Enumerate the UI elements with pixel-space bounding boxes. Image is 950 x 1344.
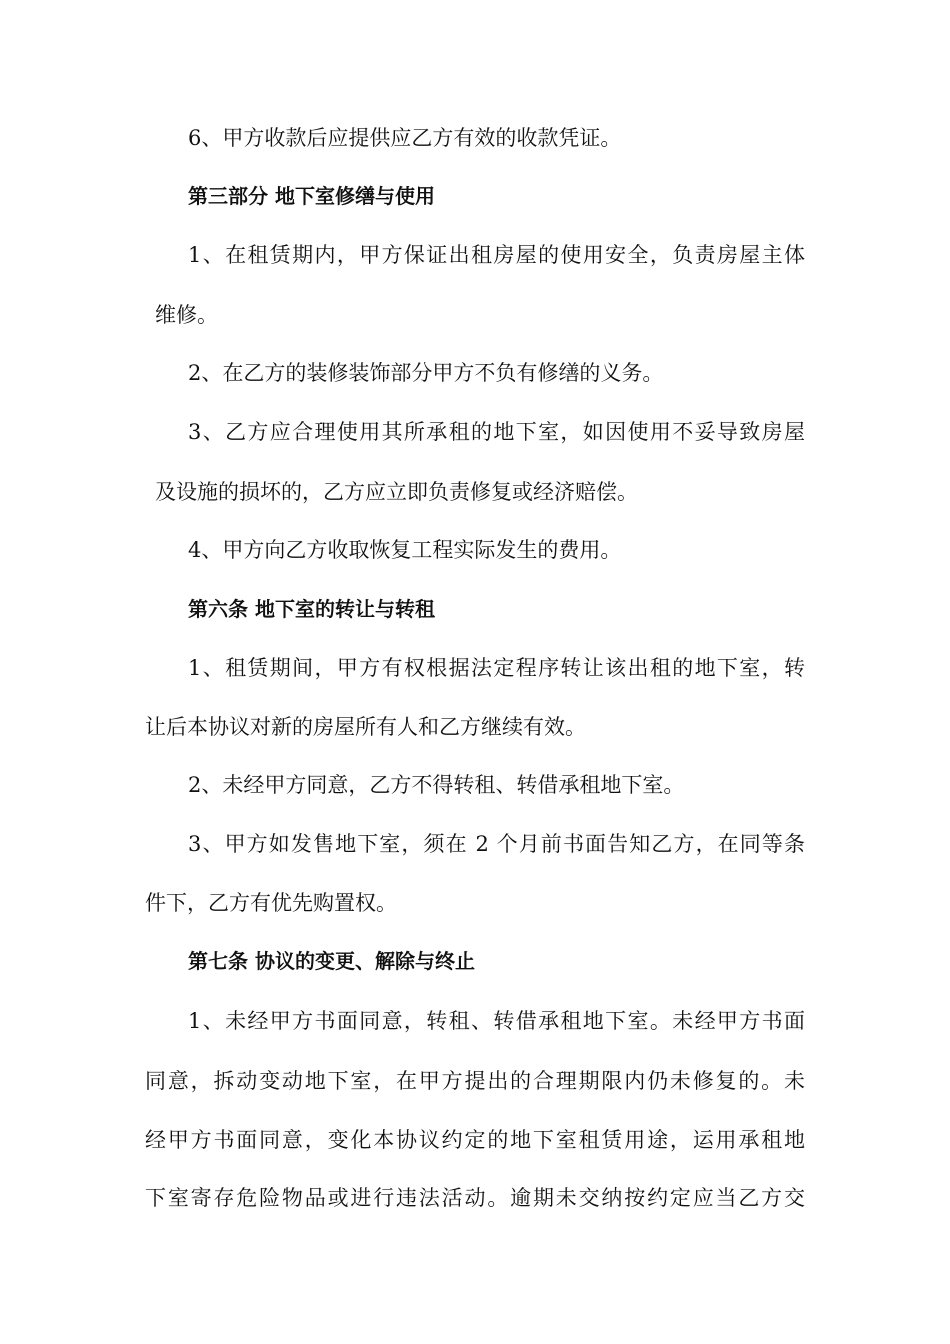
clause-3-2: 2、在乙方的装修装饰部分甲方不负有修缮的义务。	[188, 361, 664, 385]
clause-7-1-line-1: 1、未经甲方书面同意，转租、转借承租地下室。未经甲方书面	[188, 1009, 805, 1033]
clause-3-3-line-1: 3、乙方应合理使用其所承租的地下室，如因使用不妥导致房屋	[188, 420, 805, 444]
clause-3-1-line-2: 维修。	[155, 303, 218, 327]
clause-6-1-line-1: 1、租赁期间，甲方有权根据法定程序转让该出租的地下室，转	[188, 656, 805, 680]
clause-3-3-line-2: 及设施的损坏的，乙方应立即负责修复或经济赔偿。	[155, 480, 638, 504]
clause-7-1-line-3: 经甲方书面同意，变化本协议约定的地下室租赁用途，运用承租地	[145, 1128, 805, 1152]
clause-6-1-line-2: 让后本协议对新的房屋所有人和乙方继续有效。	[145, 715, 586, 739]
clause-3-4: 4、甲方向乙方收取恢复工程实际发生的费用。	[188, 538, 622, 562]
clause-6-2: 2、未经甲方同意，乙方不得转租、转借承租地下室。	[188, 773, 685, 797]
paragraph-payment-receipt: 6、甲方收款后应提供应乙方有效的收款凭证。	[188, 126, 622, 150]
clause-6-3-line-2: 件下，乙方有优先购置权。	[145, 891, 397, 915]
heading-part-three: 第三部分 地下室修缮与使用	[188, 184, 435, 208]
clause-7-1-line-2: 同意，拆动变动地下室，在甲方提出的合理期限内仍未修复的。未	[145, 1069, 805, 1093]
clause-3-1-line-1: 1、在租赁期内，甲方保证出租房屋的使用安全，负责房屋主体	[188, 243, 805, 267]
heading-article-six: 第六条 地下室的转让与转租	[188, 597, 435, 621]
clause-7-1-line-4: 下室寄存危险物品或进行违法活动。逾期未交纳按约定应当乙方交	[145, 1186, 805, 1210]
clause-6-3-line-1: 3、甲方如发售地下室，须在 2 个月前书面告知乙方，在同等条	[188, 832, 805, 856]
heading-article-seven: 第七条 协议的变更、解除与终止	[188, 949, 475, 973]
